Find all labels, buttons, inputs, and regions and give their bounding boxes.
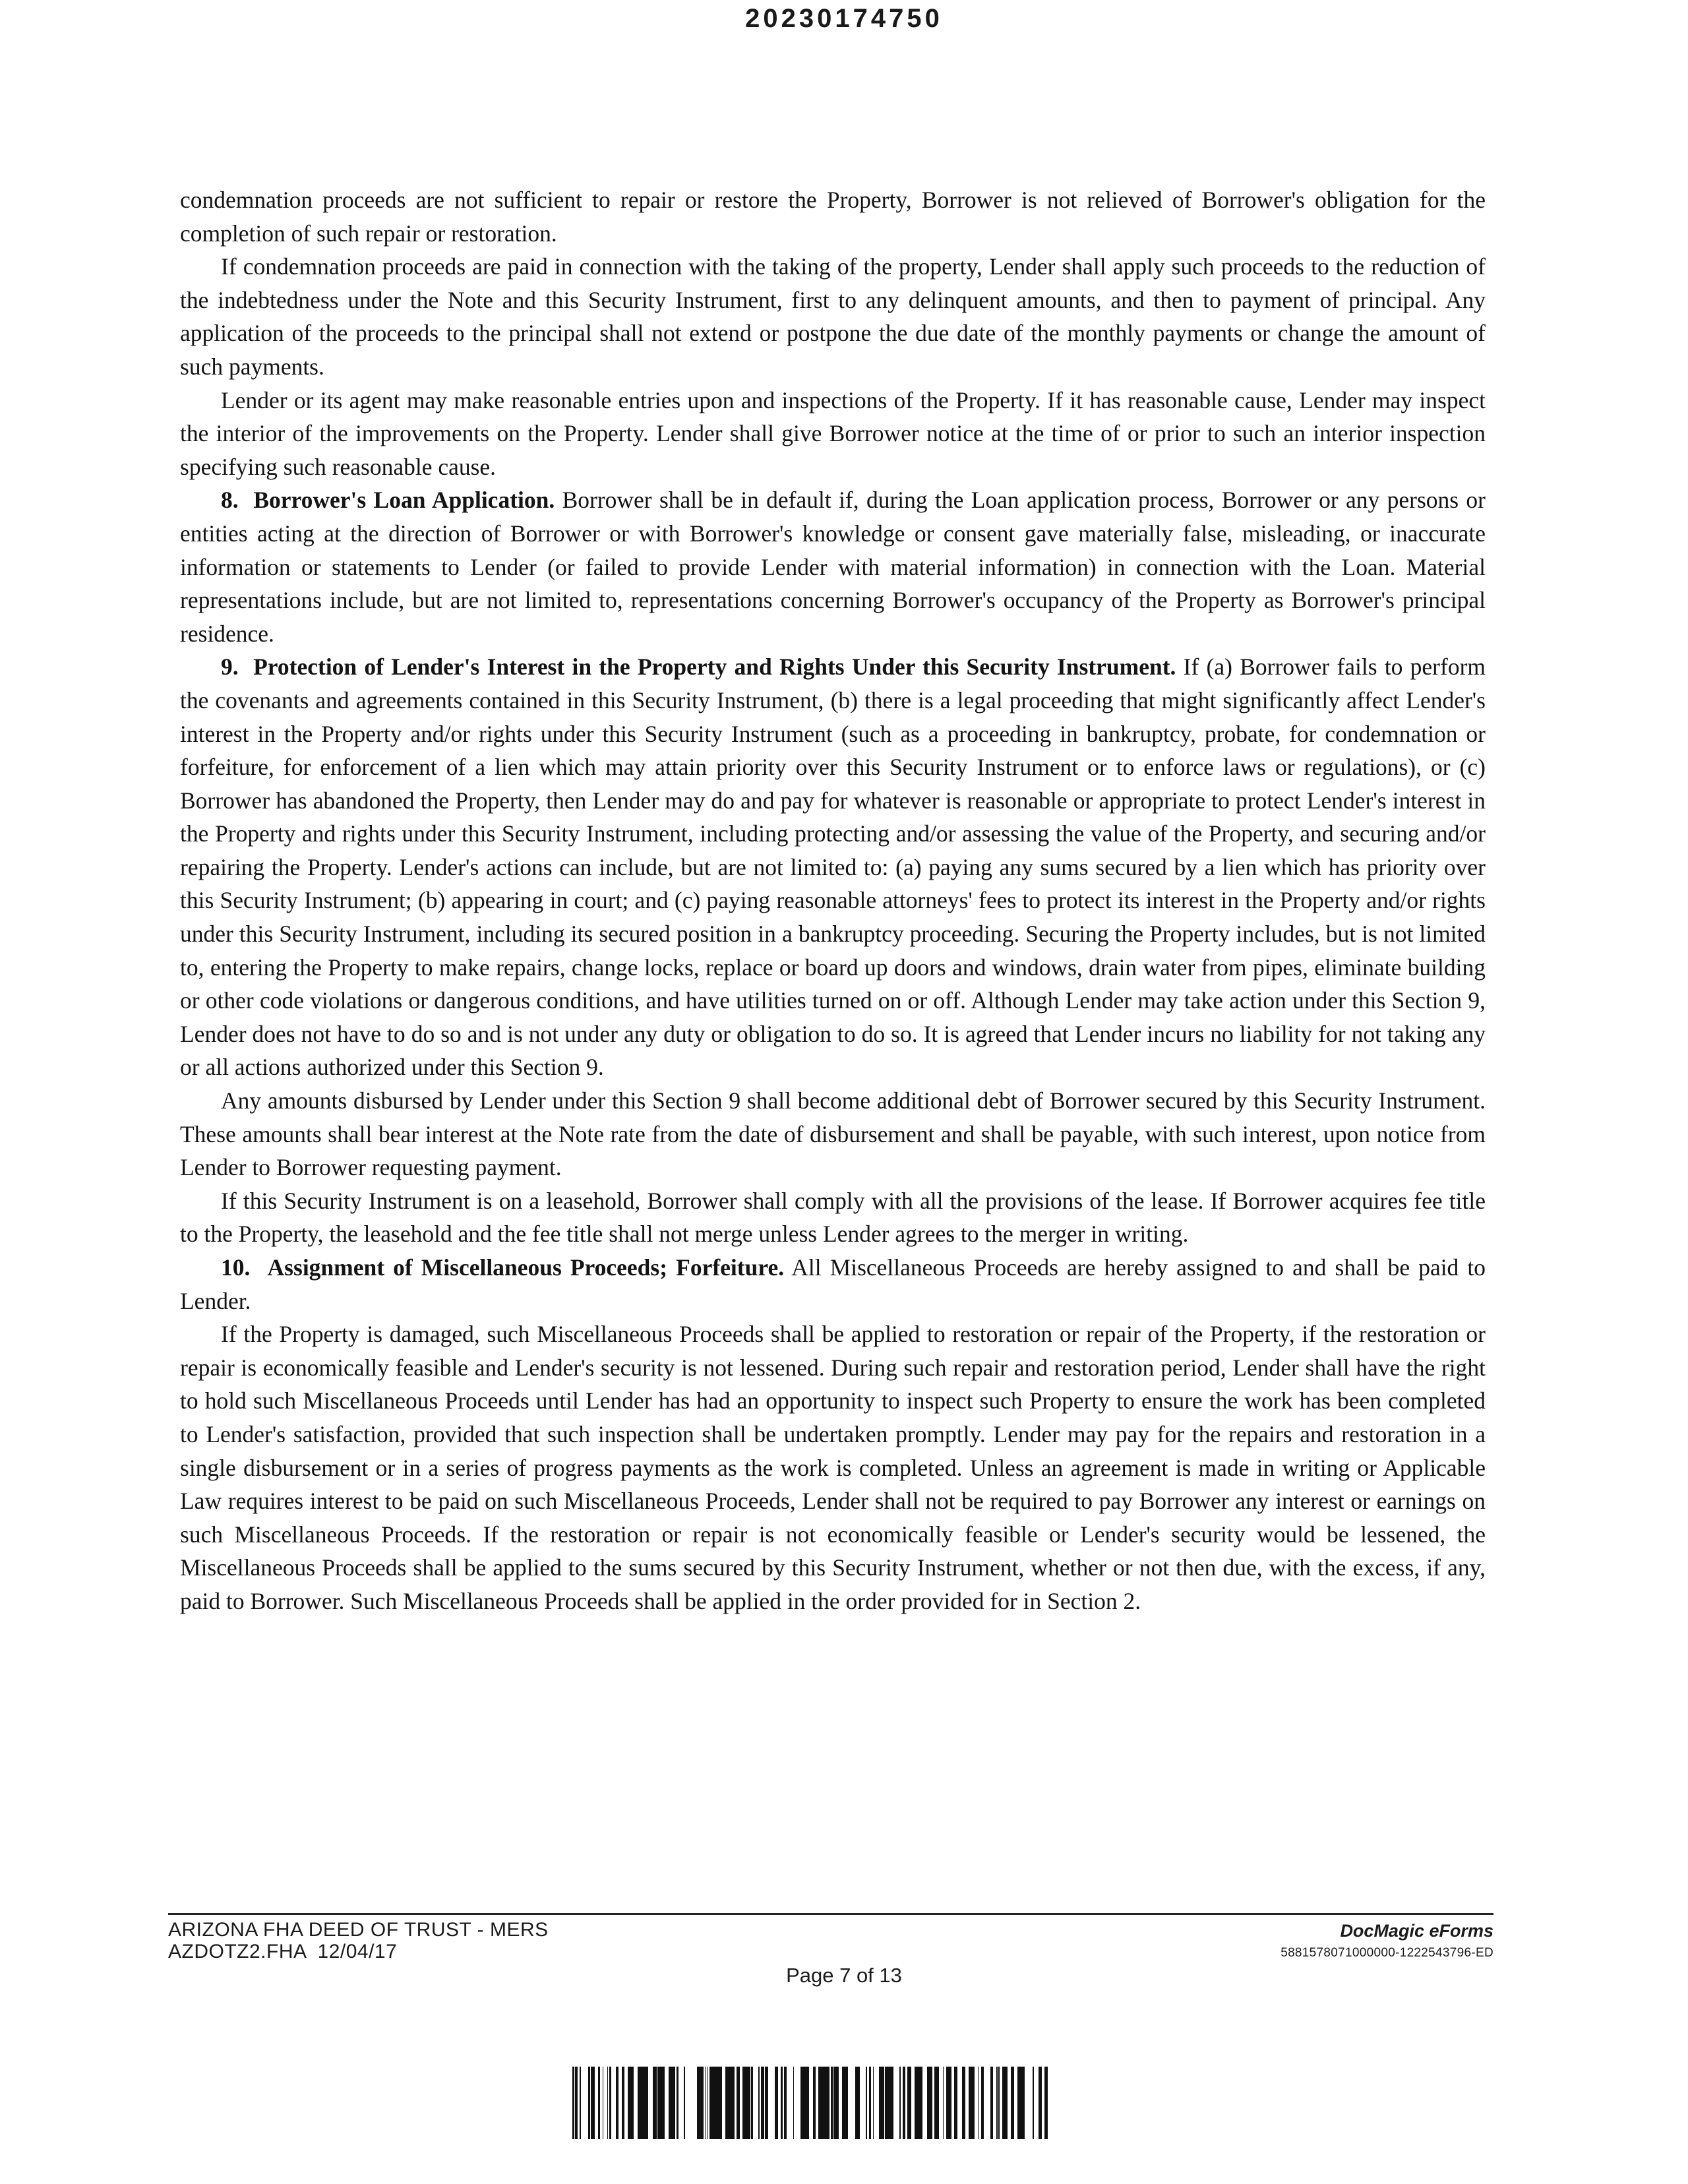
barcode-bar [881, 2067, 884, 2139]
barcode-bar [800, 2067, 803, 2139]
docmagic-logo: DocMagic eForms [1340, 1921, 1493, 1941]
barcode-bar [594, 2067, 595, 2139]
paragraph [180, 384, 1486, 484]
barcode-bar [873, 2067, 874, 2139]
barcode-bar [927, 2067, 930, 2139]
barcode-bar [725, 2067, 727, 2139]
barcode-bar [720, 2067, 722, 2139]
barcode-bar [831, 2067, 833, 2139]
recording-number: 20230174750 [745, 4, 943, 33]
barcode-bar [781, 2067, 783, 2139]
section-8-paragraph [180, 483, 1486, 650]
barcode-bar [971, 2067, 973, 2139]
barcode-bar [826, 2067, 829, 2139]
barcode-bar [609, 2067, 610, 2139]
paragraph-text: Lender or its agent may make reasonable entries upon and inspections of the Property. If it has reasonable cause, Lender may inspect the interior of the improvements on the Property. Lender shall give Borrower notice at the time of or prior to such an interior inspection specifying such reasonable cause. [180, 386, 1486, 480]
barcode-bar [969, 2067, 970, 2139]
barcode-bar [766, 2067, 767, 2139]
form-code: AZDOTZ2.FHA 12/04/17 [168, 1941, 398, 1962]
barcode-bar [659, 2067, 660, 2139]
barcode-bar [857, 2067, 860, 2139]
barcode-bar [662, 2067, 664, 2139]
barcode-bar [701, 2067, 704, 2139]
barcode-bar [891, 2067, 893, 2139]
barcode-bar [591, 2067, 594, 2139]
paragraph-text: If condemnation proceeds are paid in connection with the taking of the property, Lender shall apply such proceeds to the reduction of the indebtedness under the Note and this Security Instrument, first to any delinquent amounts, and then to payment of principal. Any application of the proceeds to the principal shall not extend or postpone the due date of the monthly payments or change the amount of such payments. [180, 253, 1486, 380]
barcode-bar [907, 2067, 909, 2139]
barcode-bar [639, 2067, 642, 2139]
barcode-bar [622, 2067, 624, 2139]
barcode-bar [950, 2067, 951, 2139]
barcode-bar [1011, 2067, 1014, 2139]
barcode-bar [943, 2067, 944, 2139]
paragraph-text: condemnation proceeds are not sufficient to repair or restore the Property, Borrower is not relieved of Borrower's obligation for the completion of such repair or restoration. [180, 187, 1486, 247]
barcode-bar [833, 2067, 837, 2139]
paragraph [180, 183, 1486, 250]
barcode-bar [954, 2067, 957, 2139]
barcode-bar [657, 2067, 659, 2139]
paragraph-text: All Miscellaneous Proceeds are hereby assigned to and shall be paid to Lender. [180, 1254, 1486, 1314]
barcode-bar [996, 2067, 998, 2139]
barcode-bar [671, 2067, 674, 2139]
barcode-bar [669, 2067, 671, 2139]
barcode-bar [707, 2067, 708, 2139]
barcode-bar [903, 2067, 905, 2139]
barcode-bar [962, 2067, 965, 2139]
barcode-bar [824, 2067, 826, 2139]
barcode-bar [727, 2067, 730, 2139]
barcode-bar [949, 2067, 950, 2139]
barcode-bar [616, 2067, 618, 2139]
section-number: 10. [221, 1254, 251, 1281]
barcode-bar [577, 2067, 578, 2139]
loan-code: 5881578071000000-1222543796-ED [1281, 1946, 1493, 1960]
barcode-bar [575, 2067, 577, 2139]
barcode-bar [981, 2067, 982, 2139]
barcode-bar [842, 2067, 843, 2139]
barcode-bar [879, 2067, 881, 2139]
barcode-bar [572, 2067, 574, 2139]
barcode-bar [638, 2067, 639, 2139]
footer-form-info [168, 1919, 549, 1962]
page-number: Page 7 of 13 [786, 1964, 902, 1987]
barcode-bar [700, 2067, 701, 2139]
barcode-bar [888, 2067, 891, 2139]
barcode-bar [697, 2067, 698, 2139]
barcode-bar [818, 2067, 822, 2139]
barcode-image [572, 2067, 1048, 2139]
barcode-bar [761, 2067, 764, 2139]
paragraph-text: If this Security Instrument is on a leasehold, Borrower shall comply with all the provisions of the lease. If Borrower acquires fee title to the Property, the leasehold and the fee title shall not merge unless Lender agrees to the merger in writing. [180, 1187, 1486, 1248]
barcode-bar [808, 2067, 809, 2139]
barcode-bar [837, 2067, 839, 2139]
barcode-bar [930, 2067, 932, 2139]
barcode-bar [813, 2067, 814, 2139]
barcode-bar [916, 2067, 918, 2139]
barcode-bar [982, 2067, 984, 2139]
barcode-bar [767, 2067, 768, 2139]
barcode-bar [909, 2067, 911, 2139]
barcode-bar [869, 2067, 871, 2139]
barcode-bar [1002, 2067, 1004, 2139]
barcode-bar [843, 2067, 846, 2139]
paragraph-text: Any amounts disbursed by Lender under this Section 9 shall become additional debt of Borrower secured by this Security Instrument. These amounts shall bear interest at the Note rate from the date of disbursement and shall be payable, with such interest, upon notice from Lender to Borrower requesting payment. [180, 1087, 1486, 1181]
section-title: Borrower's Loan Application. [253, 487, 555, 514]
barcode-bar [885, 2067, 888, 2139]
barcode-bar [610, 2067, 611, 2139]
barcode-bar [674, 2067, 675, 2139]
barcode-bar [1005, 2067, 1008, 2139]
barcode-bar [1004, 2067, 1005, 2139]
barcode-bar [642, 2067, 646, 2139]
section-number: 8. [221, 487, 239, 514]
barcode-bar [742, 2067, 745, 2139]
barcode-bar [646, 2067, 648, 2139]
barcode-bar [765, 2067, 766, 2139]
barcode-bar [632, 2067, 634, 2139]
barcode-bar [698, 2067, 700, 2139]
barcode-bar [784, 2067, 785, 2139]
barcode-bar [660, 2067, 662, 2139]
barcode-bar [653, 2067, 655, 2139]
barcode-bar [934, 2067, 937, 2139]
barcode-bar [630, 2067, 632, 2139]
barcode-bar [915, 2067, 916, 2139]
barcode-bar [990, 2067, 993, 2139]
barcode-bar [684, 2067, 685, 2139]
barcode-bar [998, 2067, 1000, 2139]
barcode-bar [730, 2067, 732, 2139]
barcode-bar [1021, 2067, 1025, 2139]
barcode-bar [745, 2067, 747, 2139]
paragraph [180, 1184, 1486, 1251]
barcode-bar [775, 2067, 778, 2139]
barcode-bar [732, 2067, 735, 2139]
section-title: Assignment of Miscellaneous Proceeds; Forfeiture. [267, 1254, 785, 1281]
barcode-bar [938, 2067, 939, 2139]
barcode-bar [946, 2067, 947, 2139]
section-9-paragraph [180, 650, 1486, 1084]
barcode-bar [713, 2067, 714, 2139]
footer-divider [168, 1913, 1493, 1915]
barcode-bar [751, 2067, 753, 2139]
barcode-bar [822, 2067, 824, 2139]
barcode-bar [709, 2067, 711, 2139]
section-number: 9. [221, 653, 239, 681]
barcode-bar [607, 2067, 608, 2139]
barcode-bar [588, 2067, 590, 2139]
barcode-bar [978, 2067, 979, 2139]
section-title: Protection of Lender's Interest in the Property and Rights Under this Security Instrument. [253, 653, 1176, 681]
barcode-bar [1039, 2067, 1042, 2139]
barcode-bar [717, 2067, 720, 2139]
barcode-bar [747, 2067, 750, 2139]
barcode-bar [1019, 2067, 1021, 2139]
document-body [180, 183, 1486, 1618]
barcode-bar [655, 2067, 657, 2139]
paragraph [180, 1318, 1486, 1618]
paragraph-text: Borrower shall be in default if, during the Loan application process, Borrower or any persons or entities acting at the direction of Borrower or with Borrower's knowledge or consent gave materially false, misleading, or inaccurate information or statements to Lender (or failed to provide Lender with material information) in connection with the Loan. Material representations include, but are not limited to, representations concerning Borrower's occupancy of the Property as Borrower's principal residence. [180, 487, 1486, 647]
barcode-bar [846, 2067, 848, 2139]
barcode-bar [937, 2067, 938, 2139]
barcode-bar [814, 2067, 816, 2139]
barcode-bar [677, 2067, 678, 2139]
barcode-bar [866, 2067, 867, 2139]
form-title: ARIZONA FHA DEED OF TRUST - MERS [168, 1919, 549, 1941]
barcode-bar [947, 2067, 949, 2139]
barcode-bar [793, 2067, 794, 2139]
barcode-bar [1033, 2067, 1034, 2139]
barcode-bar [1017, 2067, 1019, 2139]
barcode-bar [803, 2067, 804, 2139]
barcode-bar [918, 2067, 921, 2139]
barcode-bar [973, 2067, 974, 2139]
footer-vendor-info [1281, 1920, 1493, 1962]
barcode-bar [1044, 2067, 1046, 2139]
barcode-bar [664, 2067, 665, 2139]
paragraph [180, 250, 1486, 383]
section-10-paragraph [180, 1251, 1486, 1318]
paragraph-text: If (a) Borrower fails to perform the covenants and agreements contained in this Security Instrument, (b) there is a legal proceeding that might significantly affect Lender's interest in the Property and/or rights under this Security Instrument (such as a proceeding in bankruptcy, probate, for condemnation or forfeiture, for enforcement of a lien which may attain priority over this Security Instrument or to enforce laws or regulations), or (c) Borrower has abandoned the Property, then Lender may do and pay for whatever is reasonable or appropriate to protect Lender's interest in the Property and rights under this Security Instrument, including protecting and/or assessing the value of the Property, and securing and/or repairing the Property. Lender's actions can include, but are not limited to: (a) paying any sums secured by a lien which has priority over this Security Instrument; (b) appearing in court; and (c) paying reasonable attorneys' fees to protect its interest in the Property and/or rights under this Security Instrument, including its secured position in a bankruptcy proceeding. Securing the Property includes, but is not limited to, entering the Property to make repairs, change locks, replace or board up doors and windows, drain water from pipes, eliminate building or other code violations or dangerous conditions, and have utilities turned on or off. Although Lender may take action under this Section 9, Lender does not have to do so and is not under any duty or obligation to do so. It is agreed that Lender incurs no liability for not taking any or all actions authorized under this Section 9. [180, 653, 1486, 1081]
barcode-bar [758, 2067, 760, 2139]
paragraph-text: If the Property is damaged, such Miscellaneous Proceeds shall be applied to restoration or repair of the Property, if the restoration or repair is economically feasible and Lender's security is not lessened. During such repair and restoration period, Lender shall have the right to hold such Miscellaneous Proceeds until Lender has had an opportunity to inspect such Property to ensure the work has been completed to Lender's satisfaction, provided that such inspection shall be undertaken promptly. Lender may pay for the repairs and restoration in a single disbursement or in a series of progress payments as the work is completed. Unless an agreement is made in writing or Applicable Law requires interest to be paid on such Miscellaneous Proceeds, Lender shall not be required to pay Borrower any interest or earnings on such Miscellaneous Proceeds. If the restoration or repair is not economically feasible or Lender's security would be lessened, the Miscellaneous Proceeds shall be applied to the sums secured by this Security Instrument, whether or not then due, with the excess, if any, paid to Borrower. Such Miscellaneous Proceeds shall be applied in the order provided for in Section 2. [180, 1321, 1486, 1614]
barcode-bar [711, 2067, 713, 2139]
barcode-bar [1046, 2067, 1048, 2139]
barcode-bar [785, 2067, 787, 2139]
barcode-bar [921, 2067, 922, 2139]
paragraph [180, 1084, 1486, 1184]
barcode-bar [598, 2067, 600, 2139]
barcode-bar [714, 2067, 717, 2139]
barcode-bar [804, 2067, 808, 2139]
barcode-bar [737, 2067, 740, 2139]
barcode-bar [705, 2067, 706, 2139]
barcode-bar [970, 2067, 971, 2139]
barcode-bar [580, 2067, 581, 2139]
barcode-bar [974, 2067, 975, 2139]
barcode-bar [855, 2067, 857, 2139]
barcode-bar [899, 2067, 901, 2139]
barcode-bar [628, 2067, 630, 2139]
